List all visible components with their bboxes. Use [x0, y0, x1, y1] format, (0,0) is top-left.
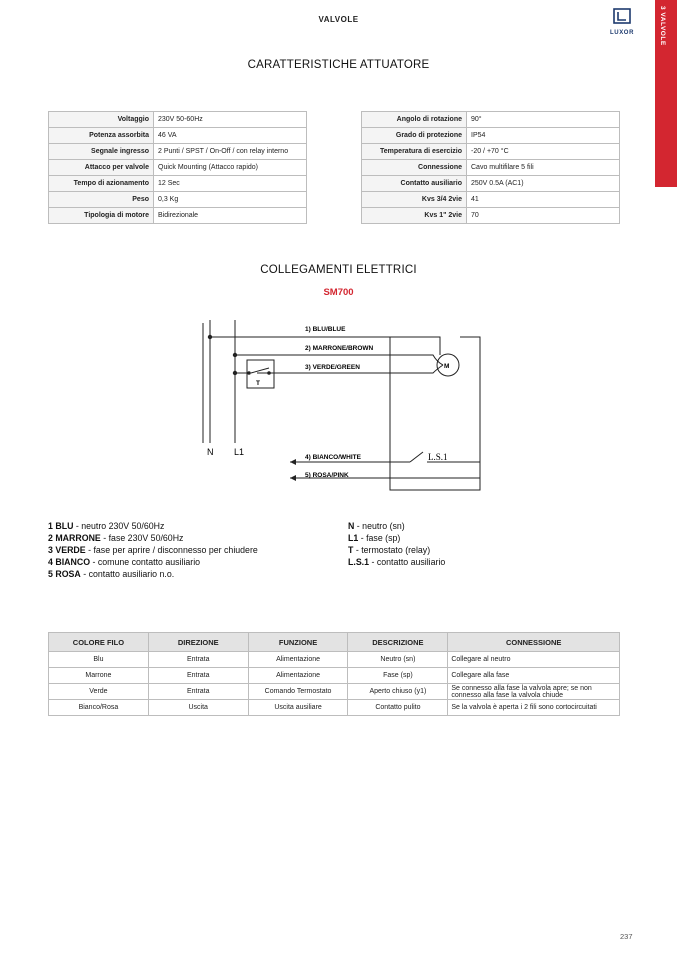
table-cell: Blu [49, 652, 149, 668]
column-header: DIREZIONE [148, 633, 248, 652]
luxor-logo-icon [605, 8, 639, 24]
spec-label: Tempo di azionamento [49, 176, 154, 192]
legend-item [348, 544, 445, 556]
neutral-label: N [207, 447, 214, 457]
wire-label-5: 5) ROSA/PINK [305, 472, 349, 479]
spec-row [362, 112, 620, 128]
spec-value: 230V 50-60Hz [154, 112, 307, 128]
line-label: L1 [234, 447, 245, 457]
legend-desc: - neutro (sn) [354, 521, 405, 531]
legend-term: L.S.1 [348, 557, 370, 567]
table-cell: Uscita ausiliare [248, 700, 348, 716]
motor-label: M [444, 363, 450, 370]
table-cell: Bianco/Rosa [49, 700, 149, 716]
page-header-title: VALVOLE [318, 15, 359, 24]
spec-label: Peso [49, 192, 154, 208]
table-cell: Collegare alla fase [448, 668, 620, 684]
spec-label: Kvs 1" 2vie [362, 208, 467, 224]
legend-desc: - fase per aprire / disconnesso per chiudere [85, 545, 258, 555]
legend-desc: - contatto ausiliario n.o. [80, 569, 175, 579]
wire-label-3: 3) VERDE/GREEN [305, 364, 360, 371]
table-cell: Neutro (sn) [348, 652, 448, 668]
column-header: FUNZIONE [248, 633, 348, 652]
legend-desc: - contatto ausiliario [369, 557, 446, 567]
spec-label: Potenza assorbita [49, 128, 154, 144]
spec-label: Voltaggio [49, 112, 154, 128]
table-row [49, 668, 620, 684]
wiring-diagram [195, 315, 495, 497]
spec-row [49, 176, 307, 192]
table-cell: Se la valvola è aperta i 2 fili sono cortocircuitati [448, 700, 620, 716]
wire-label-4: 4) BIANCO/WHITE [305, 454, 361, 461]
thermostat-label: T [256, 380, 260, 387]
legend-item [48, 568, 258, 580]
legend-term: T [348, 545, 354, 555]
spec-row [49, 112, 307, 128]
spec-row [362, 192, 620, 208]
spec-row [49, 144, 307, 160]
spec-row [49, 192, 307, 208]
spec-value: 250V 0.5A (AC1) [467, 176, 620, 192]
column-header: DESCRIZIONE [348, 633, 448, 652]
spec-label: Attacco per valvole [49, 160, 154, 176]
section-tab-label: 3 VALVOLE [659, 6, 666, 46]
table-cell: Collegare al neutro [448, 652, 620, 668]
spec-row [362, 208, 620, 224]
spec-row [362, 176, 620, 192]
column-header: COLORE FILO [49, 633, 149, 652]
legend-term: 4 BIANCO [48, 557, 91, 567]
legend-term: L1 [348, 533, 359, 543]
legend-item [348, 532, 445, 544]
section-tab [655, 0, 677, 187]
spec-table-left [48, 111, 307, 224]
connection-table-header [49, 633, 620, 652]
legend-item [48, 544, 258, 556]
legend-item [48, 520, 258, 532]
table-row [49, 700, 620, 716]
spec-value: 90° [467, 112, 620, 128]
electrical-section-title: COLLEGAMENTI ELETTRICI [260, 264, 417, 276]
legend-desc: - neutro 230V 50/60Hz [73, 521, 165, 531]
legend-term: 2 MARRONE [48, 533, 101, 543]
legend-desc: - termostato (relay) [353, 545, 431, 555]
spec-value: Bidirezionale [154, 208, 307, 224]
legend-desc: - fase 230V 50/60Hz [100, 533, 184, 543]
table-cell: Alimentazione [248, 668, 348, 684]
brand-name: LUXOR [610, 30, 634, 36]
spec-row [49, 160, 307, 176]
table-cell: Uscita [148, 700, 248, 716]
spec-label: Temperatura di esercizio [362, 144, 467, 160]
actuator-section-title: CARATTERISTICHE ATTUATORE [247, 59, 430, 71]
spec-value: 2 Punti / SPST / On-Off / con relay interno [154, 144, 307, 160]
legend-right [348, 520, 445, 568]
table-cell: Alimentazione [248, 652, 348, 668]
spec-value: 41 [467, 192, 620, 208]
spec-value: IP54 [467, 128, 620, 144]
spec-row [362, 160, 620, 176]
wire-label-1: 1) BLU/BLUE [305, 326, 346, 333]
spec-label: Contatto ausiliario [362, 176, 467, 192]
legend-item [48, 532, 258, 544]
spec-value: 0,3 Kg [154, 192, 307, 208]
table-cell: Marrone [49, 668, 149, 684]
table-cell: Comando Termostato [248, 684, 348, 700]
spec-row [49, 128, 307, 144]
spec-label: Connessione [362, 160, 467, 176]
page-number: 237 [620, 932, 633, 941]
legend-term: 3 VERDE [48, 545, 86, 555]
spec-table-right [361, 111, 620, 224]
spec-row [49, 208, 307, 224]
table-cell: Contatto pulito [348, 700, 448, 716]
spec-value: Quick Mounting (Attacco rapido) [154, 160, 307, 176]
spec-value: 46 VA [154, 128, 307, 144]
legend-item [48, 556, 258, 568]
spec-value: -20 / +70 °C [467, 144, 620, 160]
table-cell: Aperto chiuso (y1) [348, 684, 448, 700]
table-row [49, 652, 620, 668]
spec-label: Angolo di rotazione [362, 112, 467, 128]
luxor-logo [605, 8, 639, 36]
spec-value: 70 [467, 208, 620, 224]
legend-item [348, 520, 445, 532]
table-cell: Entrata [148, 668, 248, 684]
spec-row [362, 128, 620, 144]
model-name: SM700 [323, 287, 354, 298]
wire-label-2: 2) MARRONE/BROWN [305, 345, 374, 352]
legend-term: 5 ROSA [48, 569, 81, 579]
table-cell: Se connesso alla fase la valvola apre; se non connesso alla fase la valvola chiude [448, 684, 620, 700]
legend-desc: - comune contatto ausiliario [90, 557, 201, 567]
aux-switch-label: L.S.1 [428, 452, 448, 462]
legend-desc: - fase (sp) [358, 533, 401, 543]
legend-term: 1 BLU [48, 521, 74, 531]
table-cell: Fase (sp) [348, 668, 448, 684]
spec-value: 12 Sec [154, 176, 307, 192]
table-cell: Entrata [148, 652, 248, 668]
column-header: CONNESSIONE [448, 633, 620, 652]
spec-label: Kvs 3/4 2vie [362, 192, 467, 208]
connection-table [48, 632, 620, 716]
spec-label: Segnale ingresso [49, 144, 154, 160]
legend-left [48, 520, 258, 580]
spec-value: Cavo multifilare 5 fili [467, 160, 620, 176]
table-cell: Verde [49, 684, 149, 700]
table-row [49, 684, 620, 700]
table-cell: Entrata [148, 684, 248, 700]
spec-row [362, 144, 620, 160]
legend-item [348, 556, 445, 568]
spec-label: Grado di protezione [362, 128, 467, 144]
legend-term: N [348, 521, 355, 531]
spec-label: Tipologia di motore [49, 208, 154, 224]
